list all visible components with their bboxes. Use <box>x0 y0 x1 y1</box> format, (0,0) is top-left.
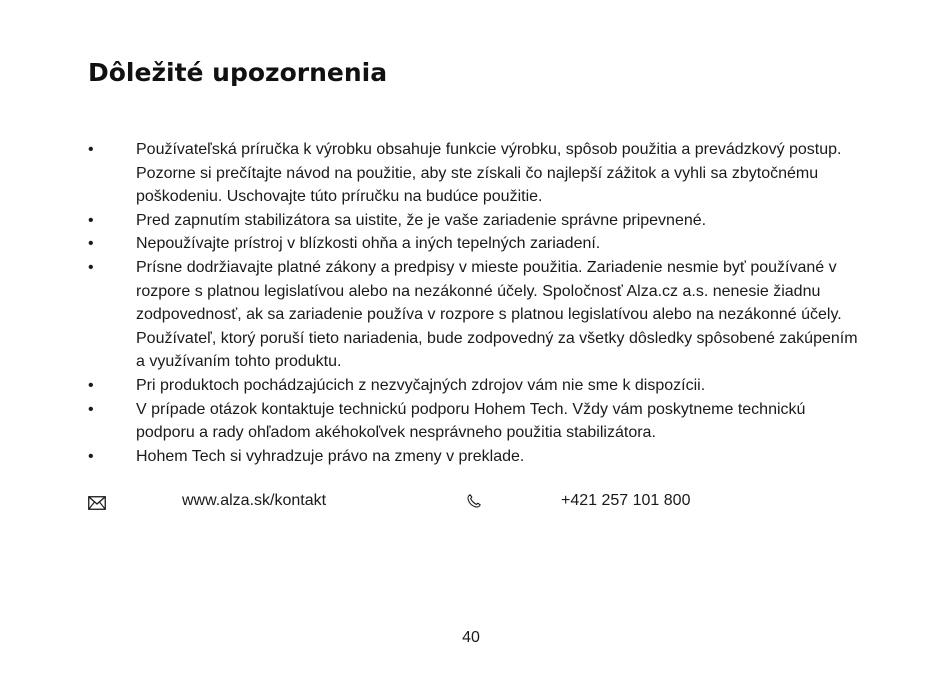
notice-item: • Používateľská príručka k výrobku obsahuje funkcie výrobku, spôsob použitia a prevádzkový postup. Pozorne si prečítajte návod na použitie, aby ste získali čo najlepší zážitok a vyhli sa zbytočnému poškodeniu. Uschovajte túto príručku na budúce použitie. <box>88 138 858 209</box>
contact-row <box>88 489 848 513</box>
notice-item: • Pri produktoch pochádzajúcich z nezvyčajných zdrojov vám nie sme k dispozícii. <box>88 374 858 398</box>
notice-item: • Nepoužívajte prístroj v blízkosti ohňa a iných tepelných zariadení. <box>88 232 858 256</box>
notice-item: • V prípade otázok kontaktuje technickú podporu Hohem Tech. Vždy vám poskytneme technickú podporu a rady ohľadom akéhokoľvek nesprávneho použitia stabilizátora. <box>88 398 858 445</box>
notice-item: • Prísne dodržiavajte platné zákony a predpisy v mieste použitia. Zariadenie nesmie byť používané v rozpore s platnou legislatívou alebo na nezákonné účely. Spoločnosť Alza.cz a.s. nenesie žiadnu zodpovednosť, ak sa zariadenie používa v rozpore s platnou legislatívou alebo na nezákonné účely. Používateľ, ktorý poruší tieto nariadenia, bude zodpovedný za všetky dôsledky spôsobené zakúpením a využívaním tohto produktu. <box>88 256 858 374</box>
phone-number: +421 257 101 800 <box>561 492 691 509</box>
envelope-icon <box>88 494 106 508</box>
notice-item: • Pred zapnutím stabilizátora sa uistite, že je vaše zariadenie správne pripevnené. <box>88 209 858 233</box>
notice-list <box>88 138 858 468</box>
notice-item: • Hohem Tech si vyhradzuje právo na zmeny v preklade. <box>88 445 858 469</box>
page-title: Dôležité upozornenia <box>88 58 388 87</box>
email-link[interactable]: www.alza.sk/kontakt <box>182 492 327 509</box>
page-number: 40 <box>462 629 480 646</box>
phone-icon <box>466 493 482 509</box>
